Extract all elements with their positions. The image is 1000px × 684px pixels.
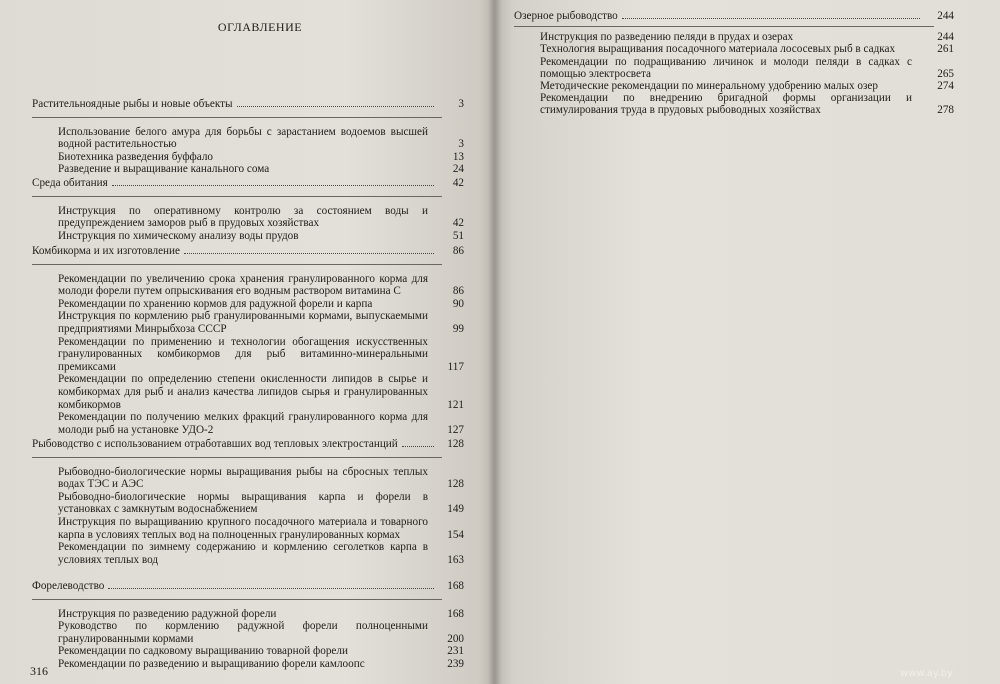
entry-text: Рекомендации по увеличению срока хранения гранулированного корма для молоди форели путем опрыскивания его водным раствором витамина С: [58, 272, 428, 298]
entry-page: 154: [447, 528, 464, 541]
entry-page: 149: [447, 503, 464, 516]
entry-page: 127: [447, 423, 464, 436]
section-page: 244: [937, 10, 954, 22]
entry-page: 86: [452, 285, 464, 298]
book-gutter: [488, 0, 502, 684]
dot-leader: [108, 588, 434, 589]
toc-entry: [32, 310, 464, 335]
entry-text: Руководство по кормлению радужной форели полноценными гранулированными кормами: [58, 620, 428, 645]
entry-page: 121: [447, 398, 464, 411]
section-rule: [32, 457, 442, 458]
watermark-text: www.ay.by: [900, 668, 953, 679]
dot-leader: [184, 253, 434, 254]
section-rule: [32, 196, 442, 197]
toc-entry: [514, 31, 954, 43]
entry-page: 128: [447, 478, 464, 491]
entry-text: Рекомендации по разведению и выращиванию форели камлоопс: [58, 657, 365, 670]
dot-leader: [237, 106, 434, 107]
entry-text: Рекомендации по хранению кормов для радужной форели и карпа: [58, 297, 373, 310]
toc-section: [32, 177, 464, 242]
entry-text: Рекомендации по зимнему содержанию и кормлению сеголетков карпа в условиях теплых вод: [58, 541, 428, 566]
section-rule: [32, 117, 442, 118]
dot-leader: [622, 18, 920, 19]
toc-entry: [32, 645, 464, 658]
entry-page: 117: [447, 360, 464, 373]
section-title: Растительноядные рыбы и новые объекты: [32, 98, 233, 110]
entry-page: 261: [937, 43, 954, 56]
toc-entry: [514, 56, 954, 80]
section-rule: [32, 264, 442, 265]
entry-page: 244: [937, 31, 954, 44]
entry-text: Инструкция по выращиванию крупного посадочного материала и товарного карпа в условиях теплых вод на полноценных гранулированных кормах: [58, 515, 428, 541]
toc-entry: [32, 541, 464, 566]
entry-text: Методические рекомендации по минеральному удобрению малых озер: [540, 80, 878, 93]
toc-section: [32, 580, 464, 671]
page-heading: ОГЛАВЛЕНИЕ: [217, 20, 303, 34]
toc-entry: [32, 298, 464, 311]
entry-text: Биотехника разведения буффало: [58, 150, 214, 163]
entry-text: Инструкция по химическому анализу воды прудов: [58, 229, 299, 242]
section-title-row: [32, 438, 464, 451]
entry-text: Рекомендации по получению мелких фракций гранулированного корма для молоди рыб на установке УДО-2: [58, 411, 428, 436]
toc-entry: [32, 411, 464, 436]
section-title-row: [514, 10, 954, 22]
section-title: Рыбоводство с использованием отработавших вод тепловых электростанций: [32, 438, 398, 450]
section-page: 128: [447, 438, 464, 450]
section-title-row: [32, 245, 464, 258]
toc-section: [32, 98, 464, 176]
dot-leader: [402, 446, 434, 447]
toc-entry: [32, 336, 464, 374]
toc-section: [32, 438, 464, 566]
left-page: [0, 0, 494, 684]
entry-text: Инструкция по оперативному контролю за состоянием воды и предупреждением заморов рыб в прудовых хозяйствах: [58, 204, 428, 230]
entry-page: 239: [447, 657, 464, 670]
toc-entry: [32, 608, 464, 621]
entry-page: 24: [452, 163, 464, 176]
toc-entry: [514, 80, 954, 92]
entry-page: 231: [447, 645, 464, 658]
toc-entry: [32, 620, 464, 645]
toc-entry: [32, 151, 464, 164]
entry-text: Инструкция по разведению радужной форели: [58, 607, 277, 620]
section-title-row: [32, 177, 464, 190]
entry-text: Рекомендации по применению и технологии обогащения искусственных гранулированных комбикормов для рыб витаминно-минеральными премиксами: [58, 335, 428, 373]
toc-entry: [32, 126, 464, 151]
entry-text: Инструкция по кормлению рыб гранулированными кормами, выпускаемыми предприятиями Минрыбхоза СССР: [58, 310, 428, 335]
toc-entry: [32, 230, 464, 243]
entry-text: Рекомендации по подращиванию личинок и молоди пеляди в садках с помощью электросвета: [540, 55, 912, 80]
page-number: 316: [30, 664, 48, 678]
section-page: 168: [447, 580, 464, 592]
entry-text: Рыбоводно-биологические нормы выращивания карпа и форели в установках с замкнутым водоснабжением: [58, 490, 428, 516]
entry-text: Рекомендации по внедрению бригадной формы организации и стимулирования труда в прудовых рыбоводных хозяйствах: [540, 92, 912, 117]
section-title-row: [32, 98, 464, 111]
entry-page: 13: [452, 150, 464, 163]
section-title: Форелеводство: [32, 580, 105, 592]
entry-text: Разведение и выращивание канального сома: [58, 163, 270, 176]
dot-leader: [112, 185, 434, 186]
entry-text: Использование белого амура для борьбы с зарастанием водоемов высшей водной растительностью: [58, 125, 428, 151]
section-page: 42: [452, 177, 464, 189]
section-title: Комбикорма и их изготовление: [32, 245, 180, 257]
toc-entry: [32, 658, 464, 671]
toc-entry: [32, 205, 464, 230]
section-rule: [514, 26, 934, 27]
entry-text: Рекомендации по определению степени окисленности липидов в сырье и комбикормах для рыб и анализ качества липидов сырья и гранулированных комбикормов: [58, 373, 428, 411]
toc-entry: [32, 466, 464, 491]
toc-section: [32, 245, 464, 436]
entry-page: 200: [447, 632, 464, 645]
section-title: Озерное рыбоводство: [514, 10, 618, 22]
toc-entry: [32, 516, 464, 541]
toc-entry: [32, 163, 464, 176]
section-page: 3: [458, 98, 464, 110]
section-page: 86: [452, 245, 464, 257]
toc-entry: [514, 92, 954, 116]
entry-page: 42: [452, 217, 464, 230]
section-title-row: [32, 580, 464, 593]
entry-text: Рекомендации по садковому выращиванию товарной форели: [58, 645, 348, 658]
entry-text: Инструкция по разведению пеляди в прудах и озерах: [540, 31, 794, 44]
section-title: Среда обитания: [32, 177, 108, 189]
toc-section: [514, 10, 954, 117]
entry-page: 278: [937, 104, 954, 117]
entry-page: 99: [452, 322, 464, 335]
section-rule: [32, 599, 442, 600]
entry-page: 90: [452, 297, 464, 310]
toc-entry: [32, 273, 464, 298]
entry-text: Технология выращивания посадочного материала лососевых рыб в садках: [540, 43, 896, 56]
toc-entry: [32, 491, 464, 516]
entry-page: 3: [458, 138, 464, 151]
entry-text: Рыбоводно-биологические нормы выращивания рыбы на сбросных теплых водах ТЭС и АЭС: [58, 465, 428, 491]
entry-page: 265: [937, 67, 954, 80]
entry-page: 168: [447, 607, 464, 620]
entry-page: 274: [937, 80, 954, 93]
toc-entry: [32, 373, 464, 411]
entry-page: 51: [452, 229, 464, 242]
entry-page: 163: [447, 553, 464, 566]
toc-entry: [514, 43, 954, 55]
